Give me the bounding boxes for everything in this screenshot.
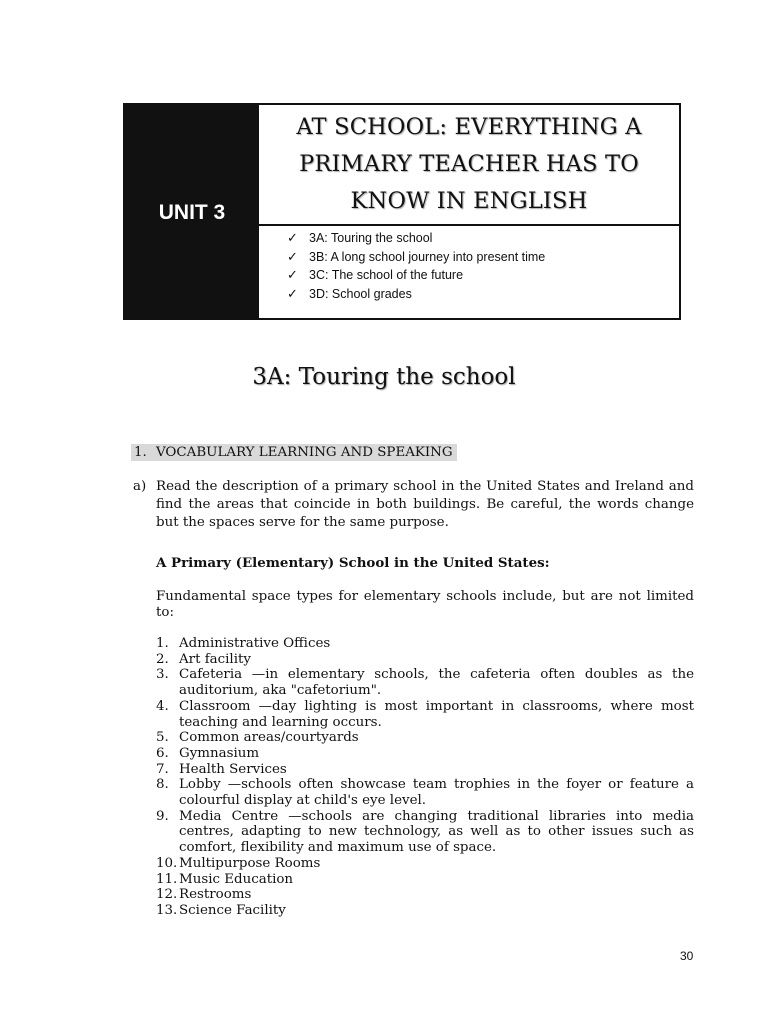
vocab-heading-number: 1. bbox=[134, 445, 147, 460]
check-icon: ✓ bbox=[287, 285, 298, 301]
contents-item: ✓ 3A: Touring the school bbox=[287, 229, 679, 248]
list-item: 8. Lobby —schools often showcase team trophies in the foyer or feature a colourful display at child's eye level. bbox=[156, 777, 694, 809]
exercise-marker: a) bbox=[133, 479, 147, 494]
list-item: 13. Science Facility bbox=[156, 902, 286, 918]
list-item: 6. Gymnasium bbox=[156, 745, 260, 761]
list-item: 12. Restrooms bbox=[156, 887, 252, 903]
list-item: 5. Common areas/courtyards bbox=[156, 730, 359, 746]
vocab-heading-text: VOCABULARY LEARNING AND SPEAKING bbox=[156, 445, 453, 460]
check-icon: ✓ bbox=[287, 248, 298, 264]
contents-item: ✓ 3B: A long school journey into present time bbox=[287, 248, 679, 267]
list-item: 9. Media Centre —schools are changing traditional libraries into media centres, adapting to new technology, as well as to other issues such as comfort, flexibility and maximum use of space. bbox=[156, 808, 694, 856]
unit-title: AT SCHOOL: EVERYTHING A PRIMARY TEACHER HAS TO KNOW IN ENGLISH bbox=[259, 105, 679, 226]
unit-header bbox=[123, 103, 681, 320]
list-item: 1. Administrative Offices bbox=[156, 636, 331, 651]
list-item: 10. Multipurpose Rooms bbox=[156, 855, 321, 871]
section-title: 3A: Touring the school bbox=[252, 364, 516, 390]
list-item: 3. Cafeteria —in elementary schools, the cafeteria often doubles as the auditorium, aka "cafetorium". bbox=[156, 667, 694, 699]
vocab-heading bbox=[131, 444, 457, 461]
space-types-list bbox=[156, 636, 694, 919]
unit-contents-list bbox=[259, 226, 679, 303]
contents-item: ✓ 3D: School grades bbox=[287, 285, 679, 304]
list-item: 11. Music Education bbox=[156, 871, 294, 887]
page-number: 30 bbox=[680, 949, 694, 963]
list-item: 7. Health Services bbox=[156, 761, 287, 777]
check-icon: ✓ bbox=[287, 267, 298, 282]
list-item: 4. Classroom —day lighting is most important in classrooms, where most teaching and learning occurs. bbox=[156, 698, 694, 730]
exercise-instructions: Read the description of a primary school in the United States and Ireland and find the areas that coincide in both buildings. Be careful, the words change but the spaces serve for the same purpose. bbox=[156, 479, 694, 530]
school-subheading: A Primary (Elementary) School in the United States: bbox=[156, 555, 550, 571]
unit-label: UNIT 3 bbox=[125, 105, 259, 318]
unit-header-right bbox=[259, 105, 679, 318]
contents-item: ✓ 3C: The school of the future bbox=[287, 266, 679, 285]
intro-paragraph: Fundamental space types for elementary schools include, but are not limited to: bbox=[156, 589, 694, 620]
list-item: 2. Art facility bbox=[156, 651, 251, 667]
check-icon: ✓ bbox=[287, 230, 298, 245]
